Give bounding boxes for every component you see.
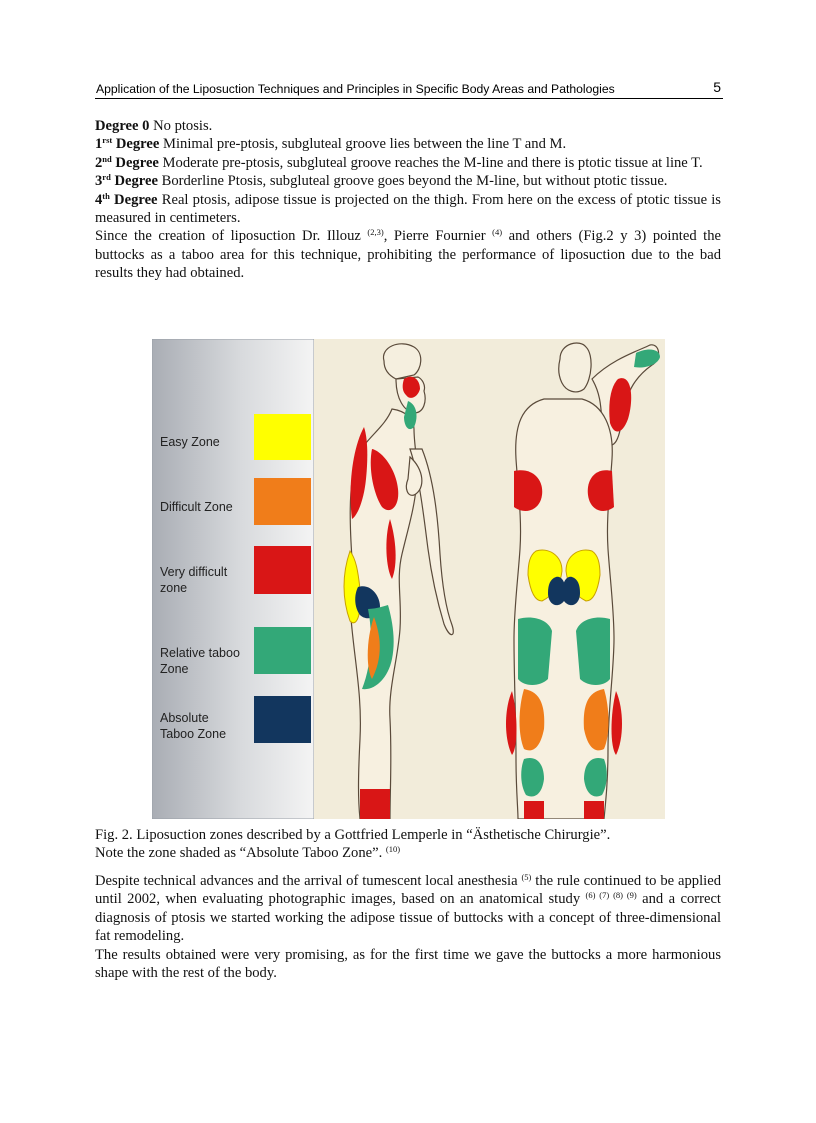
legend-label: Very difficult bbox=[160, 565, 228, 579]
running-header bbox=[95, 80, 723, 99]
degree-description: Minimal pre-ptosis, subgluteal groove lies between the line T and M. bbox=[159, 136, 567, 153]
zone-ankle-left bbox=[524, 801, 544, 819]
legend-label: zone bbox=[160, 581, 188, 595]
citation: (4) bbox=[492, 227, 503, 238]
zone-calf bbox=[360, 789, 390, 819]
legend-label: Easy Zone bbox=[160, 435, 220, 449]
legend-label: Absolute bbox=[160, 711, 209, 725]
zone-thigh-left bbox=[518, 618, 552, 686]
legend-label: Difficult Zone bbox=[160, 500, 233, 514]
degree-1-paragraph bbox=[95, 135, 721, 153]
degree-description: Real ptosis, adipose tissue is projected on the thigh. From here on the excess of ptotic tissue is measured in centimeters. bbox=[95, 191, 721, 227]
degree-3-paragraph bbox=[95, 172, 721, 190]
citation: (10) bbox=[385, 844, 401, 854]
zone-ankle-right bbox=[584, 801, 604, 819]
ptosis-degree-list bbox=[95, 117, 721, 283]
header-title: Application of the Liposuction Techniques and Principles in Specific Body Areas and Pathologies bbox=[96, 82, 615, 96]
legend-swatch-relative-taboo bbox=[254, 627, 311, 674]
paragraph-advances: Despite technical advances and the arrival of tumescent local anesthesia $^{(5)}$ the rule continued to be applied until 2002, when evaluating photographic images, based on an anatomical study $^{(6) (7) (8) (9)}$ and a correct diagnosis of ptosis we started working the adipose tissue of buttocks with a concept of three-dimensional fat remodeling. bbox=[95, 872, 721, 945]
legend-swatch-very-difficult bbox=[254, 546, 311, 594]
degree-description: Moderate pre-ptosis, subgluteal groove reaches the M-line and there is ptotic tissue at line T. bbox=[158, 154, 703, 171]
degree-description: Borderline Ptosis, subgluteal groove goes beyond the M-line, but without ptotic tissue. bbox=[157, 173, 668, 190]
legend-label: Zone bbox=[160, 662, 189, 676]
degree-2-paragraph bbox=[95, 154, 721, 172]
legend-swatch-easy bbox=[254, 414, 311, 460]
page-number: 5 bbox=[713, 79, 721, 95]
degree-label: 2nd Degree bbox=[95, 153, 159, 171]
legend-label: Relative taboo bbox=[160, 646, 240, 660]
degree-description: No ptosis. bbox=[149, 118, 213, 134]
degree-label: 4th Degree bbox=[95, 190, 158, 208]
legend-swatch-difficult bbox=[254, 478, 311, 525]
degree-label: $1^{rst}$ Degree bbox=[95, 135, 160, 153]
caption-line: Fig. 2. Liposuction zones described by a Gottfried Lemperle in “Ästhetische Chirurgie”. bbox=[95, 827, 611, 843]
citation: (2,3) bbox=[367, 227, 384, 238]
citation: (6) (7) (8) (9) bbox=[585, 890, 637, 901]
citation: (5) bbox=[521, 872, 532, 882]
caption-line: Note the zone shaded as “Absolute Taboo Zone”. $^{(10)}$ bbox=[95, 844, 401, 861]
history-paragraph: Since the creation of liposuction Dr. Illouz $^{(2,3)}$, Pierre Fournier $^{(4)}$ and others (Fig.2 y 3) pointed the buttocks as a taboo area for this technique, prohibiting the performance of liposuction due to the bad results they had obtained. bbox=[95, 227, 721, 282]
figure-liposuction-zones bbox=[152, 339, 665, 819]
degree-label: Degree 0 bbox=[95, 118, 150, 134]
body-text-bottom bbox=[95, 872, 721, 982]
paragraph-results: The results obtained were very promising, as for the first time we gave the buttocks a more harmonious shape with the rest of the body. bbox=[95, 946, 721, 982]
degree-label: 3rd Degree bbox=[95, 172, 158, 190]
degree-4-paragraph bbox=[95, 191, 721, 228]
zone-thigh-right bbox=[576, 618, 610, 686]
figure-caption bbox=[95, 826, 721, 862]
degree-0-paragraph bbox=[95, 117, 721, 135]
legend-label: Taboo Zone bbox=[160, 727, 227, 741]
legend-swatch-absolute-taboo bbox=[254, 696, 311, 743]
